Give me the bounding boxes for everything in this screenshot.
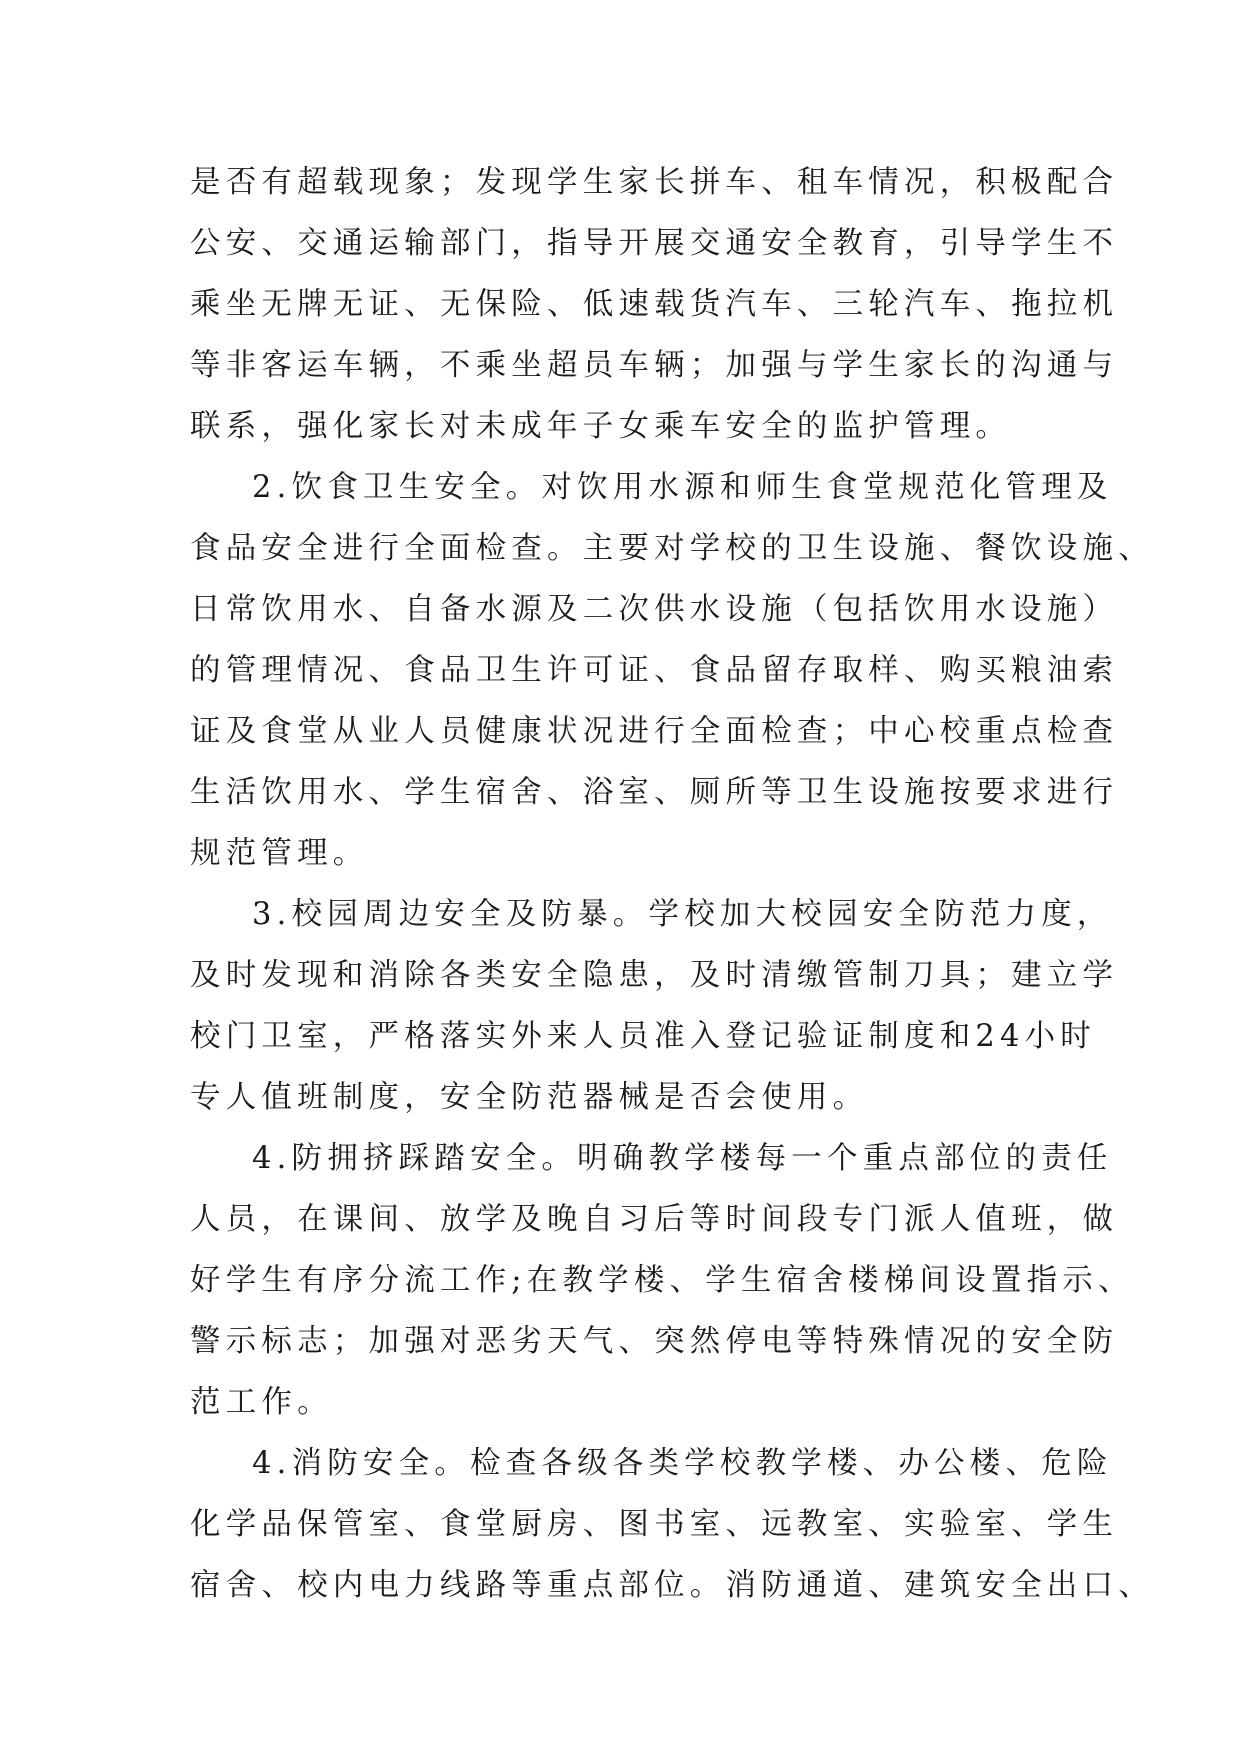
text-line: 范工作。 (190, 1385, 333, 1420)
body-text (190, 152, 1154, 1616)
text-line: 专人值班制度，安全防范器械是否会使用。 (190, 1080, 869, 1115)
text-line: 日常饮用水、自备水源及二次供水设施（包括饮用水设施） (190, 592, 1119, 627)
text-line: 证及食堂从业人员健康状况进行全面检查；中心校重点检查 (190, 714, 1119, 749)
text-line: 化学品保管室、食堂厨房、图书室、远教室、实验室、学生 (190, 1507, 1119, 1542)
text-line: 及时发现和消除各类安全隐患，及时清缴管制刀具；建立学 (190, 958, 1119, 993)
section-heading-line: 2.饮食卫生安全。对饮用水源和师生食堂规范化管理及 (252, 470, 1113, 505)
section-heading-line: 4.消防安全。检查各级各类学校教学楼、办公楼、危险 (252, 1446, 1113, 1481)
text-line: 警示标志；加强对恶劣天气、突然停电等特殊情况的安全防 (190, 1324, 1119, 1359)
text-line: 校门卫室，严格落实外来人员准入登记验证制度和24小时 (190, 1019, 1097, 1054)
text-line: 食品安全进行全面检查。主要对学校的卫生设施、餐饮设施、 (190, 531, 1154, 566)
text-line: 乘坐无牌无证、无保险、低速载货汽车、三轮汽车、拖拉机 (190, 287, 1119, 322)
text-line: 联系，强化家长对未成年子女乘车安全的监护管理。 (190, 409, 1012, 444)
text-line: 生活饮用水、学生宿舍、浴室、厕所等卫生设施按要求进行 (190, 775, 1119, 810)
text-line: 人员，在课间、放学及晚自习后等时间段专门派人值班，做 (190, 1202, 1119, 1237)
text-line: 等非客运车辆，不乘坐超员车辆；加强与学生家长的沟通与 (190, 348, 1119, 383)
text-line: 的管理情况、食品卫生许可证、食品留存取样、购买粮油索 (190, 653, 1119, 688)
section-heading-line: 3.校园周边安全及防暴。学校加大校园安全防范力度， (252, 897, 1113, 932)
text-line: 好学生有序分流工作;在教学楼、学生宿舍楼梯间设置指示、 (190, 1263, 1134, 1298)
section-heading-line: 4.防拥挤踩踏安全。明确教学楼每一个重点部位的责任 (252, 1141, 1113, 1176)
text-line: 宿舍、校内电力线路等重点部位。消防通道、建筑安全出口、 (190, 1568, 1154, 1603)
text-line: 公安、交通运输部门，指导开展交通安全教育，引导学生不 (190, 226, 1119, 261)
text-line: 规范管理。 (190, 836, 369, 871)
text-line: 是否有超载现象；发现学生家长拼车、租车情况，积极配合 (190, 165, 1119, 200)
